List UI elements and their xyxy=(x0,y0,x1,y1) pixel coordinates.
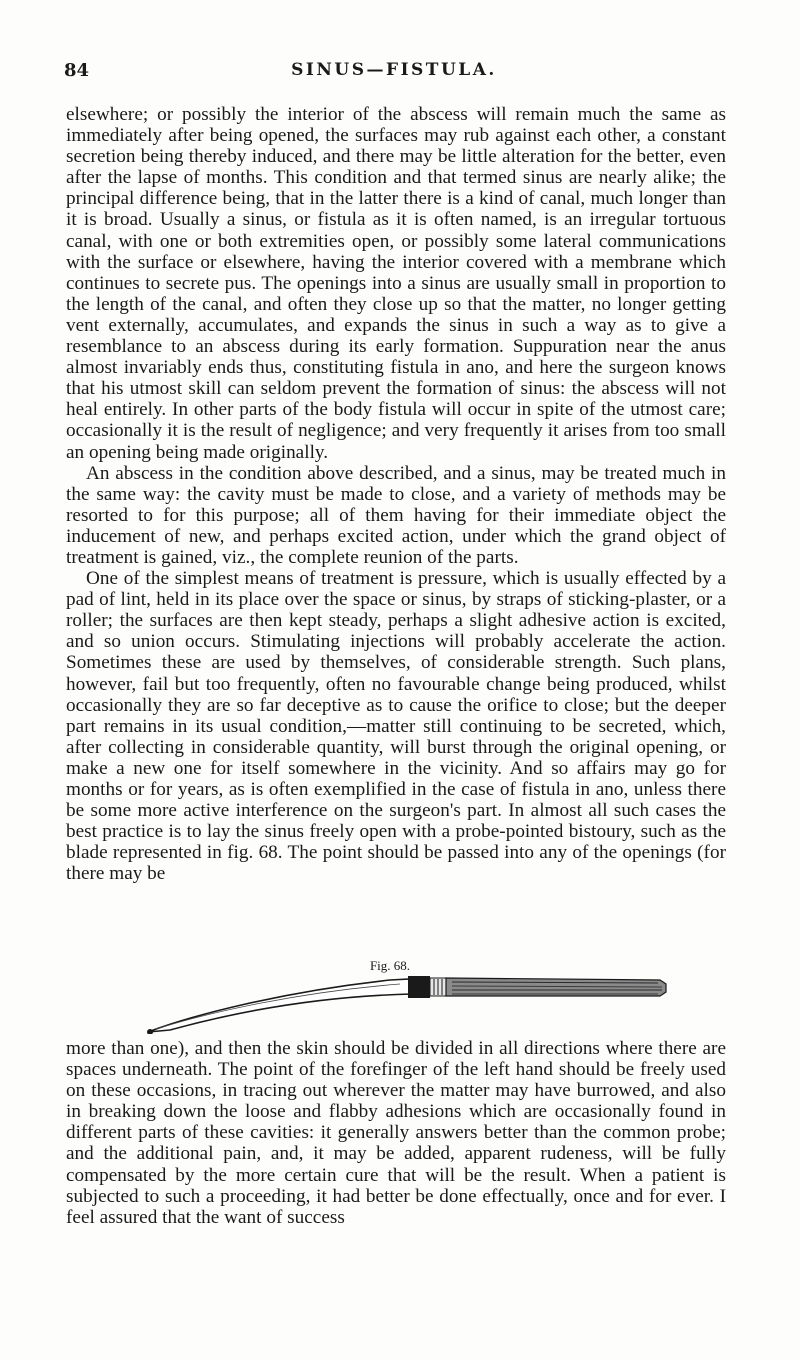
figure-68 xyxy=(60,958,720,1038)
paragraph: more than one), and then the skin should be divided in all directions where there are spaces underneath. The point of the forefinger of the left hand should be freely used on these occasions, in tracing out wherever the matter may have burrowed, and also in breaking down the loose and flabby adhesions which are occasionally found in different parts of these cavities: it generally answers better than the common probe; and the additional pain, and, it may be added, apparent rudeness, will be fully compensated by the more certain cure that will be the result. When a patient is subjected to such a proceeding, it had better be done effectually, once and for ever. I feel assured that the want of success xyxy=(66,1038,726,1228)
page-header xyxy=(64,60,724,84)
figure-caption: Fig. 68. xyxy=(369,958,411,973)
running-head: SINUS—FISTULA. xyxy=(291,60,497,80)
paragraph: An abscess in the condition above described, and a sinus, may be treated much in the same way: the cavity must be made to close, and a variety of methods may be resorted to for this purpose; all of them having for their immediate object the inducement of new, and perhaps excited action, under which the grand object of treatment is gained, viz., the complete reunion of the parts. xyxy=(66,462,726,568)
paragraph: One of the simplest means of treatment is pressure, which is usually effected by a pad of lint, held in its place over the space or sinus, by straps of sticking-plaster, or a roller; the surfaces are then kept steady, perhaps a slight adhesive action is excited, and so union occurs. Stimulating injections will probably accelerate the action. Sometimes these are used by themselves, of considerable strength. Such plans, however, fail but too frequently, often no favourable change being produced, whilst occasionally they are so far deceptive as to cause the orifice to close; but the deeper part remains in its usual condition,—matter still continuing to be secreted, which, after collecting in considerable quantity, will burst through the original opening, or make a new one for itself somewhere in the vicinity. And so affairs may go for months or for years, as is often exemplified in the case of fistula in ano, unless there be some more active interference on the surgeon's part. In almost all such cases the best practice is to lay the sinus freely open with a probe-pointed bistoury, such as the blade represented in fig. 68. The point should be passed into any of the openings (for there may be xyxy=(66,568,726,885)
paragraph: elsewhere; or possibly the interior of the abscess will remain much the same as immediately after being opened, the surfaces may rub against each other, a constant secretion being thereby induced, and there may be little alteration for the better, even after the lapse of months. This condition and that termed sinus are nearly alike; the principal difference being, that in the latter there is a kind of canal, much longer than it is broad. Usually a sinus, or fistula as it is often named, is an irregular tortuous canal, with one or both extremities open, or possibly some lateral communications with the surface or elsewhere, having the interior covered with a membrane which continues to secrete pus. The openings into a sinus are usually small in proportion to the length of the canal, and often they close up so that the matter, no longer getting vent externally, accumulates, and expands the sinus in such a way as to give a resemblance to an abscess during its early formation. Suppuration near the anus almost invariably ends thus, constituting fistula in ano, and here the surgeon knows that his utmost skill can seldom prevent the formation of sinus: the abscess will not heal entirely. In other parts of the body fistula will occur in spite of the utmost care; occasionally it is the result of negligence; and very frequently it arises from too small an opening being made originally. xyxy=(66,104,726,463)
body-text-bottom xyxy=(66,1038,726,1228)
body-text-top xyxy=(66,104,726,884)
page-number: 84 xyxy=(64,60,90,81)
probe-pointed-bistoury-icon xyxy=(60,974,720,1034)
